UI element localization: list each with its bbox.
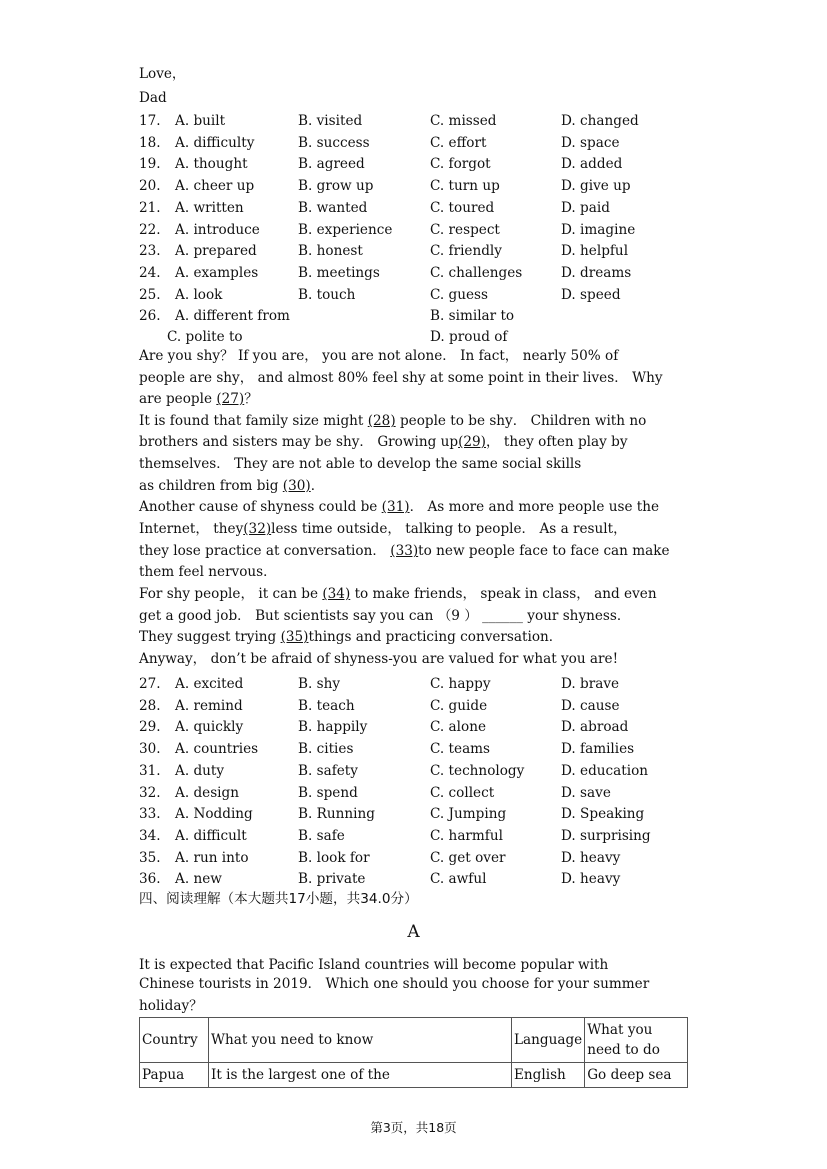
option-d: D. surprising [561, 827, 651, 844]
question-number: 18. [139, 134, 161, 151]
table-header-row [140, 1018, 688, 1063]
option-d: D. education [561, 762, 649, 779]
question-number: 30. [139, 741, 161, 758]
option-d: D. helpful [561, 243, 629, 260]
table-cell: English [512, 1063, 585, 1088]
blank-27: (27) [216, 391, 245, 407]
option-b: B. safety [298, 762, 358, 779]
blank-31: (31) [381, 499, 410, 515]
option-a: A. design [175, 784, 239, 801]
intro-line: holiday？ [139, 998, 203, 1014]
option-b: B. meetings [298, 264, 380, 281]
option-a: A. run into [175, 849, 249, 866]
option-a: A. new [175, 871, 222, 888]
question-number: 27. [139, 676, 161, 692]
option-c: C. effort [430, 134, 487, 151]
option-c: C. turn up [430, 178, 500, 195]
option-d: D. families [561, 741, 635, 758]
passage-line: get a good job． But scientists say you can （9 ） ______ your shyness． [139, 608, 631, 624]
option-d: D. added [561, 156, 623, 173]
option-a: A. remind [175, 697, 243, 714]
option-d: D. space [561, 134, 620, 151]
option-b: B. similar to [430, 308, 515, 324]
option-d: D. imagine [561, 221, 636, 238]
question-number: 23. [139, 243, 161, 260]
option-c: C. friendly [430, 243, 502, 260]
option-b: B. experience [298, 221, 393, 238]
option-b: B. Running [298, 806, 375, 823]
option-d: D. dreams [561, 264, 632, 281]
table-cell: Papua [140, 1063, 209, 1088]
question-number: 35. [139, 849, 161, 866]
option-d: D. proud of [430, 329, 508, 345]
part-label: A [407, 922, 420, 942]
option-a: A. examples [175, 264, 259, 281]
letter-signature: Dad [139, 90, 167, 106]
table-header: What you need to do [585, 1018, 688, 1063]
blank-33: (33) [390, 543, 419, 559]
option-c: C. challenges [430, 264, 523, 281]
option-a: A. difficulty [175, 134, 255, 151]
option-c: C. Jumping [430, 806, 507, 823]
table-row [140, 1063, 688, 1088]
question-number: 29. [139, 719, 161, 736]
option-d: D. cause [561, 697, 620, 714]
passage-line: are people (27)？ [139, 391, 258, 407]
option-a: A. excited [175, 676, 244, 692]
option-a: A. countries [175, 741, 259, 758]
question-number: 36. [139, 871, 161, 888]
option-b: B. touch [298, 286, 356, 303]
question-number: 32. [139, 784, 161, 801]
passage-line: brothers and sisters may be shy． Growing up(29)， they often play by [139, 434, 628, 450]
passage-line: It is found that family size might (28) people to be shy． Children with no [139, 413, 647, 429]
passage-line: For shy people， it can be (34) to make friends， speak in class， and even [139, 586, 657, 602]
option-d: D. brave [561, 676, 620, 692]
option-a: A. prepared [175, 243, 257, 260]
option-d: D. Speaking [561, 806, 645, 823]
table-cell: Go deep sea [585, 1063, 688, 1088]
option-b: B. wanted [298, 199, 368, 216]
passage-line: they lose practice at conversation． (33)to new people face to face can make [139, 543, 670, 559]
option-d: D. give up [561, 178, 631, 195]
question-number: 33. [139, 806, 161, 823]
option-b: B. visited [298, 113, 363, 129]
option-a: A. duty [175, 762, 225, 779]
question-number: 24. [139, 264, 161, 281]
option-c: C. guide [430, 697, 488, 714]
option-d: D. changed [561, 113, 639, 129]
option-a: A. quickly [175, 719, 244, 736]
option-a: A. written [175, 199, 244, 216]
question-number: 26. [139, 308, 161, 324]
option-b: B. spend [298, 784, 358, 801]
option-d: D. paid [561, 199, 610, 216]
option-b: B. agreed [298, 156, 365, 173]
question-number: 19. [139, 156, 161, 173]
option-b: B. success [298, 134, 370, 151]
option-a: A. built [175, 113, 226, 129]
option-a: A. cheer up [175, 178, 255, 195]
option-a: A. Nodding [175, 806, 253, 823]
intro-line: It is expected that Pacific Island countries will become popular with [139, 957, 609, 973]
passage-line: They suggest trying (35)things and practicing conversation． [139, 629, 563, 645]
passage-line: themselves． They are not able to develop the same social skills [139, 456, 582, 472]
option-d: D. speed [561, 286, 621, 303]
page-footer: 第3页，共18页 [370, 1120, 457, 1135]
option-d: D. heavy [561, 871, 621, 888]
option-c: C. forgot [430, 156, 491, 173]
option-a: A. look [175, 286, 223, 303]
option-c: C. guess [430, 286, 489, 303]
option-c: C. alone [430, 719, 486, 736]
option-b: B. honest [298, 243, 363, 260]
option-c: C. get over [430, 849, 506, 866]
question-number: 34. [139, 827, 161, 844]
passage-line: Are you shy？ If you are， you are not alone． In fact， nearly 50% of [139, 348, 619, 364]
question-number: 17. [139, 113, 161, 129]
option-c: C. polite to [167, 329, 243, 345]
question-number: 21. [139, 199, 161, 216]
option-c: C. awful [430, 871, 487, 888]
option-b: B. private [298, 871, 366, 888]
question-number: 20. [139, 178, 161, 195]
option-c: C. respect [430, 221, 500, 238]
option-d: D. abroad [561, 719, 629, 736]
blank-32: (32) [243, 521, 272, 537]
section-heading: 四、阅读理解（本大题共17小题，共34.0分） [139, 891, 418, 907]
option-c: C. collect [430, 784, 495, 801]
table-header: Country [140, 1018, 209, 1063]
passage-line: Another cause of shyness could be (31)． As more and more people use the [139, 499, 660, 515]
option-c: C. teams [430, 741, 491, 758]
option-a: A. thought [175, 156, 248, 173]
blank-28: (28) [367, 413, 396, 429]
option-a: A. difficult [175, 827, 247, 844]
option-a: A. different from [175, 308, 290, 324]
option-b: B. cities [298, 741, 354, 758]
passage-line: as children from big (30)． [139, 478, 325, 494]
question-number: 22. [139, 221, 161, 238]
passage-line: Anyway， don’t be afraid of shyness-you are valued for what you are! [139, 651, 619, 667]
option-a: A. introduce [175, 221, 260, 238]
passage-line: them feel nervous． [139, 564, 277, 580]
option-c: C. missed [430, 113, 497, 129]
option-b: B. safe [298, 827, 345, 844]
option-c: C. harmful [430, 827, 503, 844]
table-header: What you need to know [209, 1018, 512, 1063]
option-d: D. heavy [561, 849, 621, 866]
option-d: D. save [561, 784, 611, 801]
blank-29: (29) [458, 434, 486, 450]
option-b: B. happily [298, 719, 368, 736]
blank-34: (34) [322, 586, 351, 602]
option-b: B. teach [298, 697, 355, 714]
passage-line: people are shy， and almost 80% feel shy at some point in their lives． Why [139, 370, 663, 386]
blank-35: (35) [280, 629, 309, 645]
table-cell: It is the largest one of the [209, 1063, 512, 1088]
question-number: 28. [139, 697, 161, 714]
question-number: 31. [139, 762, 161, 779]
option-b: B. shy [298, 676, 341, 692]
destination-table [139, 1017, 688, 1088]
passage-line: Internet， they(32)less time outside， talking to people． As a result， [139, 521, 627, 537]
option-c: C. happy [430, 676, 491, 692]
option-b: B. look for [298, 849, 370, 866]
table-header: Language [512, 1018, 585, 1063]
intro-line: Chinese tourists in 2019． Which one should you choose for your summer [139, 976, 650, 992]
blank-30: (30) [282, 478, 311, 494]
option-c: C. technology [430, 762, 525, 779]
option-b: B. grow up [298, 178, 374, 195]
option-c: C. toured [430, 199, 495, 216]
question-number: 25. [139, 286, 161, 303]
letter-closing: Love， [139, 66, 186, 82]
